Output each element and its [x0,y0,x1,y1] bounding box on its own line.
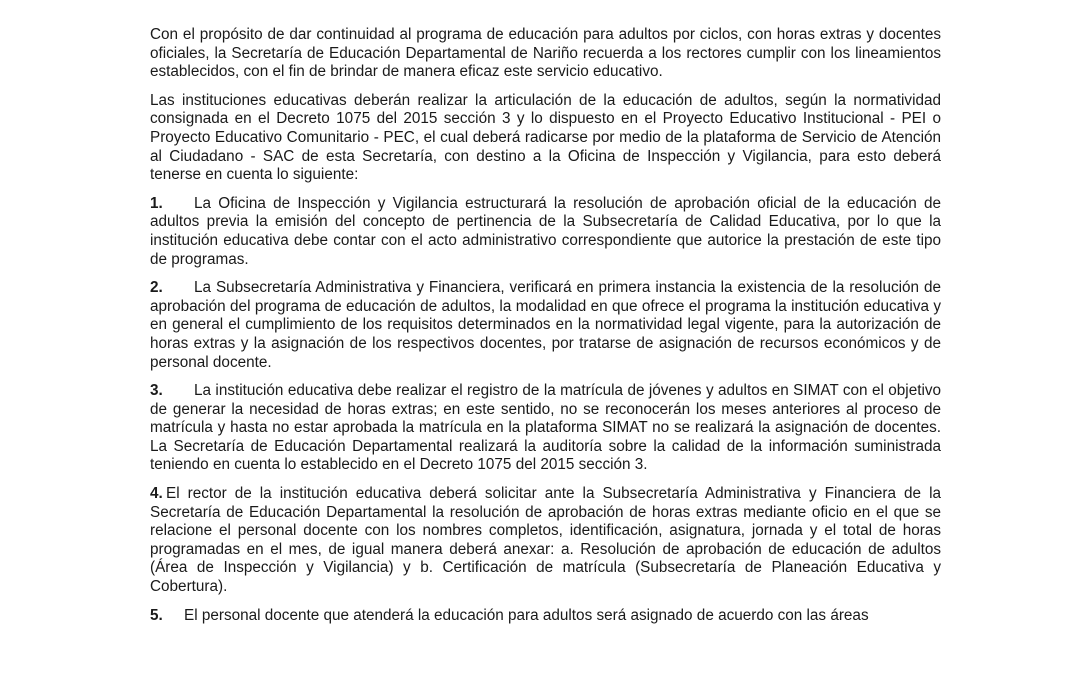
document-page [150,26,941,635]
intro-paragraph: Con el propósito de dar continuidad al programa de educación para adultos por ciclos, con horas extras y docentes oficiales, la Secretaría de Educación Departamental de Nariño recuerda a los rectores cumplir con los lineamientos establecidos, con el fin de brindar de manera eficaz este servicio educativo. [150,26,941,81]
item-text: La Oficina de Inspección y Vigilancia estructurará la resolución de aprobación oficial de la educación de adultos previa la emisión del concepto de pertinencia de la Subsecretaría de Calidad Educativa, por lo que la institución educativa debe contar con el acto administrativo correspondiente que autorice la prestación de este tipo de programas. [150,194,941,268]
list-item-4 [150,485,941,597]
item-text: El rector de la institución educativa deberá solicitar ante la Subsecretaría Administrativa y Financiera de la Secretaría de Educación Departamental la resolución de aprobación de horas extras mediante oficio en el que se relacione el personal docente con los nombres completos, identificación, asignatura, jornada y el total de horas programadas en el mes, de igual manera deberá anexar: a. Resolución de aprobación de educación de adultos (Área de Inspección y Vigilancia) y b. Certificación de matrícula (Subsecretaría de Planeación Educativa y Cobertura). [150,485,941,596]
item-text: La institución educativa debe realizar el registro de la matrícula de jóvenes y adultos en SIMAT con el objetivo de generar la necesidad de horas extras; en este sentido, no se reconocerán los meses anteriores al proceso de matrícula y hasta no estar aprobada la matrícula en la plataforma SIMAT no se realizará la asignación de docentes. La Secretaría de Educación Departamental realizará la auditoría sobre la calidad de la información suministrada teniendo en cuenta lo establecido en el Decreto 1075 del 2015 sección 3. [150,382,941,474]
item-text: El personal docente que atenderá la educación para adultos será asignado de acuerdo con las áreas [184,606,869,624]
list-item-3 [150,382,941,475]
item-number: 2. [150,279,163,297]
list-item-1 [150,195,941,269]
item-number: 3. [150,382,163,400]
item-number: 4. [150,485,163,503]
item-number: 1. [150,194,163,212]
list-item-2 [150,279,941,372]
articulation-paragraph: Las instituciones educativas deberán realizar la articulación de la educación de adultos, según la normatividad consignada en el Decreto 1075 del 2015 sección 3 y lo dispuesto en el Proyecto Educativo Institucional - PEI o Proyecto Educativo Comunitario - PEC, el cual deberá radicarse por medio de la plataforma de Servicio de Atención al Ciudadano - SAC de esta Secretaría, con destino a la Oficina de Inspección y Vigilancia, para esto deberá tenerse en cuenta lo siguiente: [150,91,941,184]
item-text: La Subsecretaría Administrativa y Financiera, verificará en primera instancia la existencia de la resolución de aprobación del programa de educación de adultos, la modalidad en que ofrece el programa la institución educativa y en general el cumplimiento de los requisitos determinados en la normatividad legal vigente, para la autorización de horas extras y la asignación de los respectivos docentes, por tratarse de asignación de recursos económicos y de personal docente. [150,279,941,371]
item-number: 5. [150,606,163,624]
list-item-5 [150,607,941,626]
